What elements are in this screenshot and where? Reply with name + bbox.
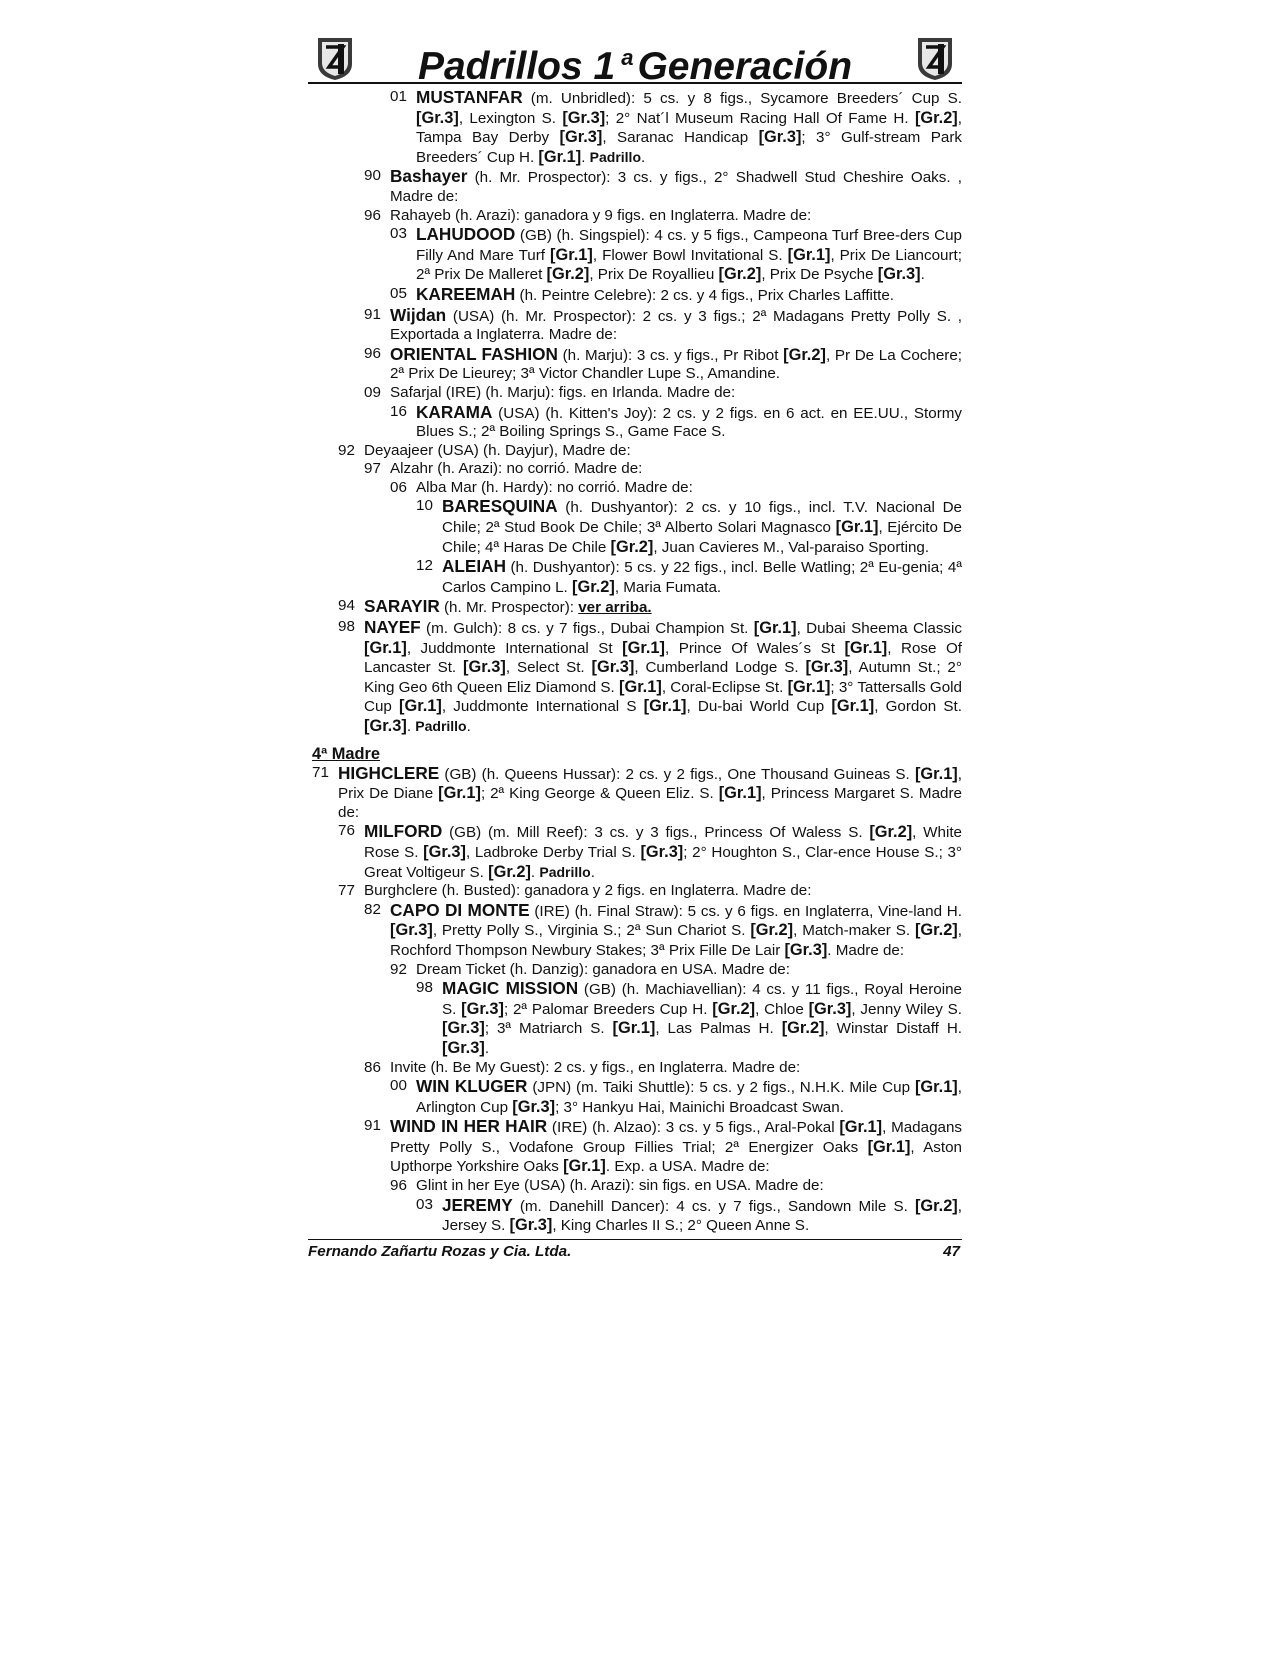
- pedigree-entry: [312, 225, 962, 285]
- horse-name: JEREMY: [442, 1194, 513, 1215]
- entry-text: Alzahr (h. Arazi): no corrió. Madre de:: [390, 460, 643, 478]
- pedigree-entry: [312, 1077, 962, 1117]
- horse-name: CAPO DI MONTE: [390, 899, 530, 920]
- horse-name: MILFORD: [364, 821, 443, 842]
- page-title: Padrillos 1 $^a$ Generación: [417, 45, 853, 88]
- entry-text: Rahayeb (h. Arazi): ganadora y 9 figs. en Inglaterra. Madre de:: [390, 206, 812, 224]
- entry-text: , Aston Upthorpe Yorkshire Oaks: [390, 1138, 963, 1176]
- entry-text: (IRE) (h. Final Straw): 5 cs. y 6 figs. en Inglaterra, Vine-land H.: [529, 902, 962, 920]
- entry-text: . Exp. a USA. Madre de:: [605, 1158, 770, 1176]
- sire-label: Padrillo: [589, 148, 642, 165]
- grade-badge: [Gr.1]: [364, 638, 407, 657]
- entry-text: , Rochford Thompson Newbury Stakes; 3ª Prix Fille De Lair: [390, 922, 962, 959]
- horse-name: Wijdan: [390, 304, 447, 325]
- entry-text: , Juddmonte International S: [441, 698, 644, 716]
- entry-text: (h. Mr. Prospector): 3 cs. y figs., 2° Shadwell Stud Cheshire Oaks. , Madre de:: [390, 169, 962, 205]
- pedigree-entry: [312, 597, 962, 618]
- entry-text: (USA) (h. Mr. Prospector): 2 cs. y 3 figs.; 2ª Madagans Pretty Polly S. , Exportada a Inglaterra. Madre de:: [390, 307, 962, 344]
- entry-text: (IRE) (h. Alzao): 3 cs. y 5 figs., Aral-Pokal: [547, 1119, 840, 1137]
- page-footer: [308, 1243, 962, 1260]
- horse-name: HIGHCLERE: [338, 762, 440, 783]
- entry-text: , Prix De Liancourt; 2ª Prix De Malleret: [416, 246, 962, 284]
- entry-text: , Ladbroke Derby Trial S.: [465, 843, 641, 861]
- pedigree-entry: [312, 618, 962, 737]
- entry-text: , Winstar Distaff H.: [824, 1020, 963, 1038]
- entry-text: , Pr De La Cochere; 2ª Prix De Lieurey; 3ª Victor Chandler Lupe S., Amandine.: [390, 346, 962, 383]
- birth-year: 82: [364, 900, 381, 918]
- page-header: [308, 30, 962, 86]
- horse-name: SARAYIR: [364, 596, 440, 617]
- birth-year: 98: [416, 979, 433, 997]
- birth-year: 90: [364, 167, 381, 185]
- pedigree-entry: [312, 207, 962, 226]
- grade-badge: [Gr.2]: [914, 1196, 958, 1215]
- pedigree-entry: [312, 1117, 962, 1177]
- stud-logo-icon: [912, 34, 958, 82]
- pedigree-entry: [312, 557, 962, 597]
- entry-text: , Select St.: [505, 659, 592, 677]
- cross-reference-link[interactable]: ver arriba.: [578, 599, 652, 617]
- grade-badge: [Gr.1]: [787, 245, 831, 264]
- pedigree-entry: [312, 1196, 962, 1236]
- entry-text: , Flower Bowl Invitational S.: [592, 246, 788, 264]
- horse-name: MAGIC MISSION: [442, 978, 579, 999]
- grade-badge: [Gr.3]: [562, 108, 606, 127]
- entry-text: (GB) (h. Machiavellian): 4 cs. y 11 figs., Royal Heroine S.: [442, 981, 962, 1018]
- entry-text: Invite (h. Be My Guest): 2 cs. y figs., en Inglaterra. Madre de:: [390, 1058, 801, 1076]
- grade-badge: [Gr.1]: [550, 245, 593, 264]
- pedigree-entry: [312, 882, 962, 901]
- horse-name: MUSTANFAR: [416, 87, 523, 107]
- entry-text: (GB) (h. Queens Hussar): 2 cs. y 2 figs., One Thousand Guineas S.: [439, 765, 915, 783]
- entry-text: , Prix De Diane: [338, 765, 962, 803]
- grade-badge: [Gr.1]: [753, 619, 797, 638]
- grade-badge: [Gr.3]: [442, 1019, 485, 1038]
- grade-badge: [Gr.3]: [442, 1038, 485, 1057]
- pedigree-entry: [312, 285, 962, 306]
- grade-badge: [Gr.2]: [781, 1019, 825, 1038]
- birth-year: 92: [390, 960, 407, 978]
- grade-badge: [Gr.1]: [438, 784, 481, 803]
- entry-text: , Match-maker S.: [793, 922, 915, 940]
- birth-year: 92: [338, 441, 355, 459]
- grade-badge: [Gr.2]: [869, 823, 913, 842]
- entry-text: , Maria Fumata.: [614, 578, 722, 596]
- grade-badge: [Gr.3]: [591, 658, 635, 677]
- entry-text: (h. Dushyantor): 5 cs. y 22 figs., incl. Belle Watling; 2ª Eu-genia; 4ª Carlos Campino L.: [442, 559, 962, 596]
- grade-badge: [Gr.3]: [423, 842, 466, 861]
- grade-badge: [Gr.2]: [572, 577, 615, 596]
- pedigree-entry: [312, 901, 962, 961]
- pedigree-content: [312, 88, 962, 1236]
- birth-year: 94: [338, 597, 355, 615]
- entry-text: , Saranac Handicap: [602, 129, 759, 147]
- birth-year: 96: [364, 344, 381, 362]
- horse-name: WIN KLUGER: [416, 1076, 528, 1097]
- entry-text: , Arlington Cup: [416, 1079, 962, 1116]
- entry-text: ; 2ª Palomar Breeders Cup H.: [503, 1000, 713, 1018]
- grade-badge: [Gr.3]: [784, 940, 828, 959]
- grade-badge: [Gr.1]: [914, 764, 958, 783]
- entry-text: , Princess Margaret S. Madre de:: [338, 785, 962, 821]
- entry-text: ; 3ª Matriarch S.: [484, 1020, 613, 1038]
- entry-text: (m. Unbridled): 5 cs. y 8 figs., Sycamore Breeders´ Cup S.: [522, 90, 962, 107]
- entry-text: Alba Mar (h. Hardy): no corrió. Madre de:: [416, 478, 693, 496]
- grade-badge: [Gr.3]: [559, 128, 603, 147]
- entry-text: .: [530, 863, 540, 881]
- entry-text: , Gordon St.: [874, 698, 963, 716]
- entry-text: Glint in her Eye (USA) (h. Arazi): sin figs. en USA. Madre de:: [416, 1177, 824, 1195]
- grade-badge: [Gr.3]: [512, 1097, 556, 1116]
- grade-badge: [Gr.1]: [612, 1019, 656, 1038]
- birth-year: 10: [416, 497, 433, 515]
- entry-text: , Las Palmas H.: [655, 1020, 782, 1038]
- birth-year: 96: [364, 206, 381, 224]
- entry-text: Burghclere (h. Busted): ganadora y 2 figs. en Inglaterra. Madre de:: [364, 882, 812, 900]
- pedigree-entry: [312, 460, 962, 479]
- birth-year: 12: [416, 557, 433, 575]
- horse-name: LAHUDOOD: [416, 224, 516, 245]
- section-heading: 4ª Madre: [312, 744, 381, 763]
- pedigree-entry: [312, 384, 962, 403]
- birth-year: 76: [338, 822, 355, 840]
- grade-badge: [Gr.1]: [399, 697, 442, 716]
- birth-year: 06: [390, 478, 407, 496]
- entry-text: ; 2° Houghton S., Clar-ence House S.; 3° Great Voltigeur S.: [364, 843, 962, 881]
- grade-badge: [Gr.3]: [416, 108, 459, 127]
- entry-text: , Ejército De Chile; 4ª Haras De Chile: [442, 519, 963, 556]
- grade-badge: [Gr.1]: [619, 677, 662, 696]
- entry-text: ; 3° Tattersalls Gold Cup: [364, 678, 962, 716]
- entry-text: , King Charles II S.; 2° Queen Anne S.: [552, 1217, 810, 1235]
- grade-badge: [Gr.3]: [364, 717, 407, 735]
- sire-label: Padrillo: [539, 863, 591, 880]
- entry-text: (GB) (m. Mill Reef): 3 cs. y 3 figs., Princess Of Waless S.: [442, 824, 870, 842]
- grade-badge: [Gr.1]: [835, 518, 879, 537]
- entry-text: , Chloe: [755, 1000, 809, 1018]
- birth-year: 01: [390, 88, 407, 105]
- entry-text: , Juan Cavieres M., Val-paraiso Sporting.: [653, 538, 930, 556]
- pedigree-entry: [312, 979, 962, 1058]
- entry-text: (h. Dushyantor): 2 cs. y 10 figs., incl. T.V. Nacional De Chile; 2ª Stud Book De Chile; 3ª Alberto Solari Magnasco: [442, 499, 962, 537]
- horse-name: KAREEMAH: [416, 283, 516, 304]
- birth-year: 86: [364, 1058, 381, 1076]
- grade-badge: [Gr.2]: [914, 921, 958, 940]
- pedigree-entry: [312, 822, 962, 882]
- grade-badge: [Gr.3]: [805, 658, 849, 677]
- entry-text: , White Rose S.: [364, 824, 962, 861]
- entry-text: , Prince Of Wales´s St: [664, 639, 845, 657]
- horse-name: BARESQUINA: [442, 496, 558, 517]
- grade-badge: [Gr.1]: [831, 697, 875, 716]
- grade-badge: [Gr.3]: [808, 999, 852, 1018]
- grade-badge: [Gr.1]: [563, 1157, 606, 1176]
- grade-badge: [Gr.2]: [712, 999, 756, 1018]
- entry-text: , Tampa Bay Derby: [416, 109, 962, 147]
- grade-badge: [Gr.2]: [914, 108, 958, 127]
- grade-badge: [Gr.1]: [914, 1078, 958, 1097]
- entry-text: , Jenny Wiley S.: [851, 1000, 962, 1018]
- horse-name: Bashayer: [390, 166, 468, 187]
- grade-badge: [Gr.3]: [461, 999, 504, 1018]
- grade-badge: [Gr.2]: [546, 265, 590, 284]
- sire-label: Padrillo: [415, 718, 467, 734]
- grade-badge: [Gr.2]: [783, 345, 826, 364]
- header-rule: [308, 82, 962, 84]
- pedigree-entry: [312, 961, 962, 980]
- entry-text: , Prix De Royallieu: [589, 266, 719, 284]
- footer-rule: [308, 1239, 962, 1240]
- birth-year: 03: [416, 1195, 433, 1213]
- pedigree-entry: [312, 345, 962, 384]
- birth-year: 98: [338, 618, 355, 636]
- entry-text: , Coral-Eclipse St.: [661, 678, 788, 696]
- entry-text: . Madre de:: [827, 941, 905, 959]
- birth-year: 03: [390, 225, 407, 243]
- birth-year: 91: [364, 305, 381, 323]
- pedigree-entry: [312, 764, 962, 823]
- grade-badge: [Gr.2]: [610, 537, 654, 556]
- grade-badge: [Gr.1]: [839, 1118, 883, 1137]
- grade-badge: [Gr.1]: [867, 1137, 911, 1156]
- entry-text: ; 3° Gulf-stream Park Breeders´ Cup H.: [416, 129, 962, 166]
- entry-text: , Madagans Pretty Polly S., Vodafone Group Fillies Trial; 2ª Energizer Oaks: [390, 1119, 963, 1156]
- entry-text: ; 2ª King George & Queen Eliz. S.: [480, 785, 719, 803]
- horse-name: ALEIAH: [442, 556, 506, 577]
- grade-badge: [Gr.3]: [509, 1216, 553, 1235]
- pedigree-entry: [312, 1177, 962, 1196]
- entry-text: Safarjal (IRE) (h. Marju): figs. en Irlanda. Madre de:: [390, 383, 736, 401]
- entry-text: (h. Peintre Celebre): 2 cs. y 4 figs., Prix Charles Laffitte.: [515, 286, 895, 304]
- pedigree-entry: [312, 403, 962, 442]
- entry-text: (m. Danehill Dancer): 4 cs. y 7 figs., Sandown Mile S.: [512, 1197, 915, 1215]
- entry-text: , Lexington S.: [458, 109, 563, 127]
- grade-badge: [Gr.1]: [844, 638, 888, 657]
- horse-name: ORIENTAL FASHION: [390, 343, 558, 364]
- entry-text: , Jersey S.: [442, 1197, 962, 1235]
- birth-year: 09: [364, 383, 381, 401]
- pedigree-entry: [312, 88, 962, 167]
- entry-text: .: [641, 148, 646, 166]
- birth-year: 97: [364, 460, 381, 478]
- entry-text: .: [581, 148, 590, 166]
- entry-text: (h. Mr. Prospector):: [439, 599, 579, 617]
- entry-text: (JPN) (m. Taiki Shuttle): 5 cs. y 2 figs., N.H.K. Mile Cup: [527, 1079, 915, 1097]
- entry-text: , Cumberland Lodge S.: [634, 659, 806, 677]
- entry-text: , Juddmonte International St: [406, 639, 623, 657]
- entry-text: , Autumn St.; 2° King Geo 6th Queen Eliz Diamond S.: [364, 659, 962, 696]
- entry-text: (m. Gulch): 8 cs. y 7 figs., Dubai Champion St.: [420, 620, 754, 638]
- grade-badge: [Gr.1]: [538, 147, 582, 166]
- entry-text: , Prix De Psyche: [761, 266, 878, 284]
- birth-year: 71: [312, 763, 329, 781]
- entry-text: .: [406, 718, 416, 735]
- birth-year: 05: [390, 284, 407, 302]
- pedigree-entry: [312, 306, 962, 345]
- entry-text: , Pretty Polly S., Virginia S.; 2ª Sun Chariot S.: [432, 922, 751, 940]
- grade-badge: [Gr.1]: [622, 638, 665, 657]
- page-number: 47: [943, 1243, 960, 1260]
- pedigree-entry: [312, 479, 962, 498]
- grade-badge: [Gr.1]: [718, 784, 762, 803]
- entry-text: (USA) (h. Kitten's Joy): 2 cs. y 2 figs. en 6 act. en EE.UU., Stormy Blues S.; 2ª Boiling Springs S., Game Face S.: [416, 404, 962, 441]
- pedigree-entry: [312, 442, 962, 461]
- grade-badge: [Gr.1]: [787, 677, 831, 696]
- entry-text: .: [590, 863, 595, 881]
- entry-text: ; 2° Nat´l Museum Racing Hall Of Fame H.: [605, 109, 915, 127]
- footer-company: Fernando Zañartu Rozas y Cia. Ltda.: [308, 1243, 572, 1260]
- entry-text: , Dubai Sheema Classic: [796, 620, 962, 638]
- entry-text: (h. Marju): 3 cs. y figs., Pr Ribot: [557, 346, 784, 364]
- grade-badge: [Gr.3]: [640, 842, 684, 861]
- grade-badge: [Gr.2]: [718, 265, 762, 284]
- grade-badge: [Gr.3]: [758, 128, 802, 147]
- pedigree-entry: [312, 1059, 962, 1078]
- entry-text: .: [920, 266, 925, 284]
- grade-badge: [Gr.3]: [463, 658, 506, 677]
- horse-name: NAYEF: [364, 617, 421, 638]
- entry-text: ; 3° Hankyu Hai, Mainichi Broadcast Swan.: [555, 1098, 844, 1116]
- entry-text: Dream Ticket (h. Danzig): ganadora en USA. Madre de:: [416, 960, 790, 978]
- grade-badge: [Gr.2]: [488, 862, 531, 881]
- grade-badge: [Gr.3]: [390, 921, 433, 940]
- pedigree-entry: [312, 497, 962, 557]
- entry-text: .: [484, 1039, 490, 1057]
- horse-name: WIND IN HER HAIR: [390, 1116, 548, 1137]
- grade-badge: [Gr.3]: [877, 265, 921, 284]
- entry-text: , Du-bai World Cup: [686, 698, 832, 716]
- birth-year: 16: [390, 402, 407, 420]
- birth-year: 91: [364, 1117, 381, 1135]
- entry-text: , Rose Of Lancaster St.: [364, 639, 962, 677]
- birth-year: 00: [390, 1077, 407, 1095]
- pedigree-entry: [312, 167, 962, 206]
- entry-text: (GB) (h. Singspiel): 4 cs. y 5 figs., Campeona Turf Bree-ders Cup Filly And Mare Turf: [416, 227, 962, 264]
- grade-badge: [Gr.2]: [750, 921, 794, 940]
- entry-text: .: [466, 718, 471, 735]
- grade-badge: [Gr.1]: [643, 697, 687, 716]
- birth-year: 96: [390, 1177, 407, 1195]
- entry-text: Deyaajeer (USA) (h. Dayjur), Madre de:: [364, 441, 631, 459]
- horse-name: KARAMA: [416, 401, 493, 422]
- birth-year: 77: [338, 882, 355, 900]
